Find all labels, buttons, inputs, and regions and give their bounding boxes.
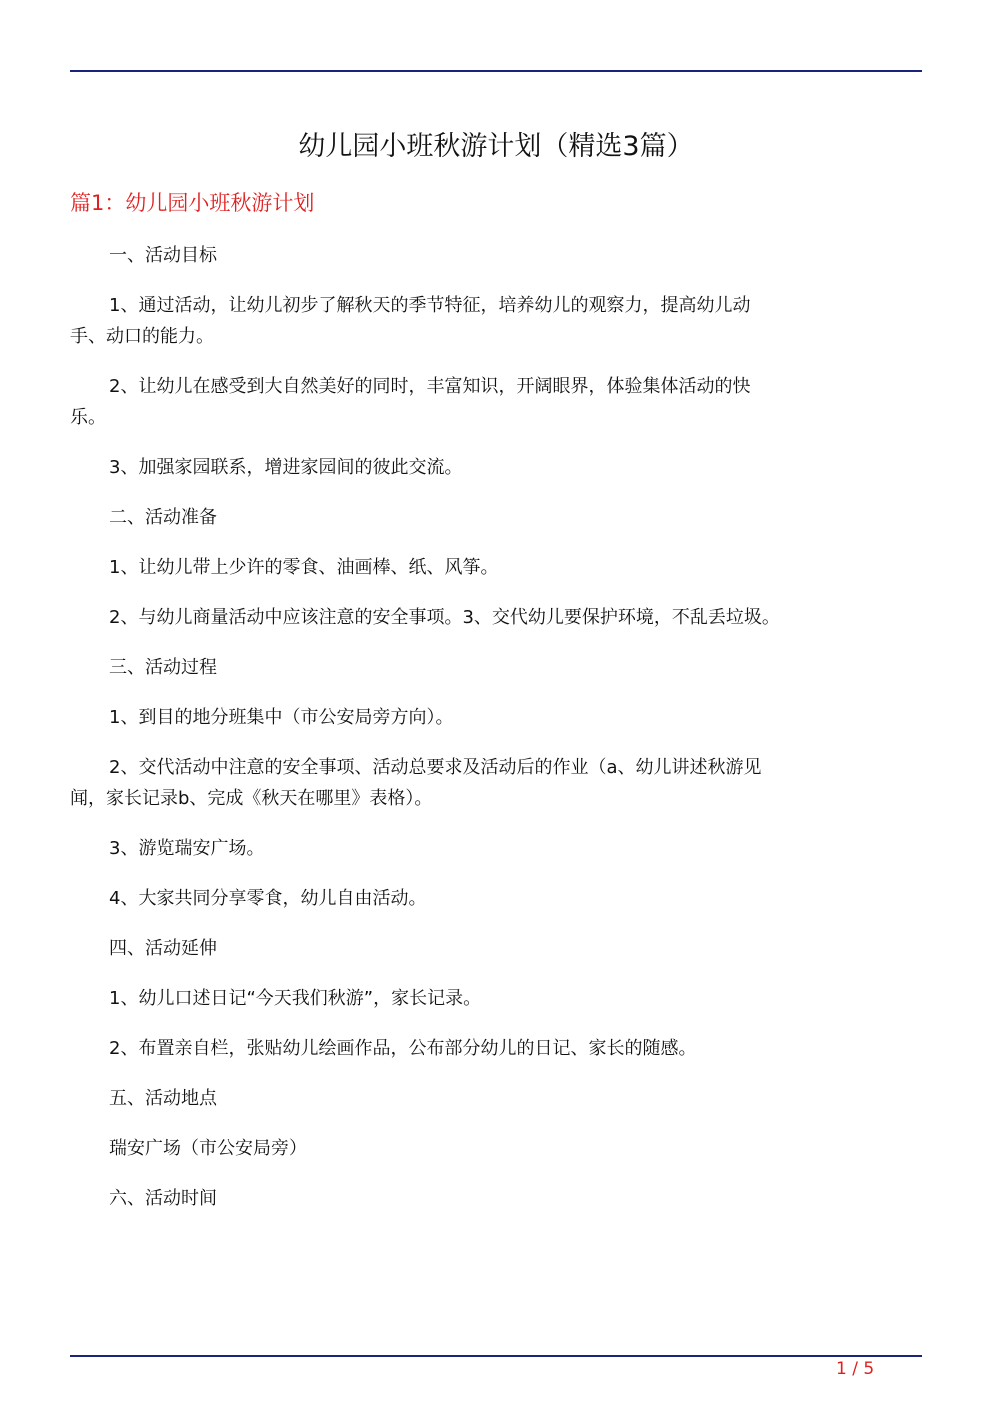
paragraph: 2、交代活动中注意的安全事项、活动总要求及活动后的作业（a、幼儿讲述秋游见闻，家长记录b、完成《秋天在哪里》表格）。 bbox=[70, 757, 762, 809]
paragraph: 1、幼儿口述日记“今天我们秋游”，家长记录。 bbox=[109, 988, 482, 1009]
paragraph: 六、活动时间 bbox=[109, 1188, 217, 1209]
paragraph: 四、活动延伸 bbox=[109, 938, 217, 959]
footer-rule bbox=[70, 1355, 922, 1357]
paragraph: 3、加强家园联系，增进家园间的彼此交流。 bbox=[109, 457, 463, 478]
paragraph: 1、到目的地分班集中（市公安局旁方向）。 bbox=[109, 707, 454, 728]
paragraph: 4、大家共同分享零食，幼儿自由活动。 bbox=[109, 888, 427, 909]
paragraph: 一、活动目标 bbox=[109, 245, 217, 266]
document-body bbox=[70, 240, 780, 1233]
header-rule bbox=[70, 70, 922, 72]
section-heading: 篇1：幼儿园小班秋游计划 bbox=[70, 191, 315, 215]
page-number: 1 / 5 bbox=[836, 1359, 875, 1379]
paragraph: 3、游览瑞安广场。 bbox=[109, 838, 265, 859]
paragraph: 1、让幼儿带上少许的零食、油画棒、纸、风筝。 bbox=[109, 557, 499, 578]
paragraph: 1、通过活动，让幼儿初步了解秋天的季节特征，培养幼儿的观察力，提高幼儿动手、动口的能力。 bbox=[70, 295, 751, 347]
paragraph: 五、活动地点 bbox=[109, 1088, 217, 1109]
paragraph: 三、活动过程 bbox=[109, 657, 217, 678]
document-title: 幼儿园小班秋游计划（精选3篇） bbox=[298, 131, 694, 162]
paragraph: 2、布置亲自栏，张贴幼儿绘画作品，公布部分幼儿的日记、家长的随感。 bbox=[109, 1038, 697, 1059]
paragraph: 瑞安广场（市公安局旁） bbox=[109, 1138, 307, 1159]
paragraph: 二、活动准备 bbox=[109, 507, 217, 528]
paragraph: 2、让幼儿在感受到大自然美好的同时，丰富知识，开阔眼界，体验集体活动的快乐。 bbox=[70, 376, 751, 428]
paragraph: 2、与幼儿商量活动中应该注意的安全事项。3、交代幼儿要保护环境，不乱丢垃圾。 bbox=[109, 607, 780, 628]
